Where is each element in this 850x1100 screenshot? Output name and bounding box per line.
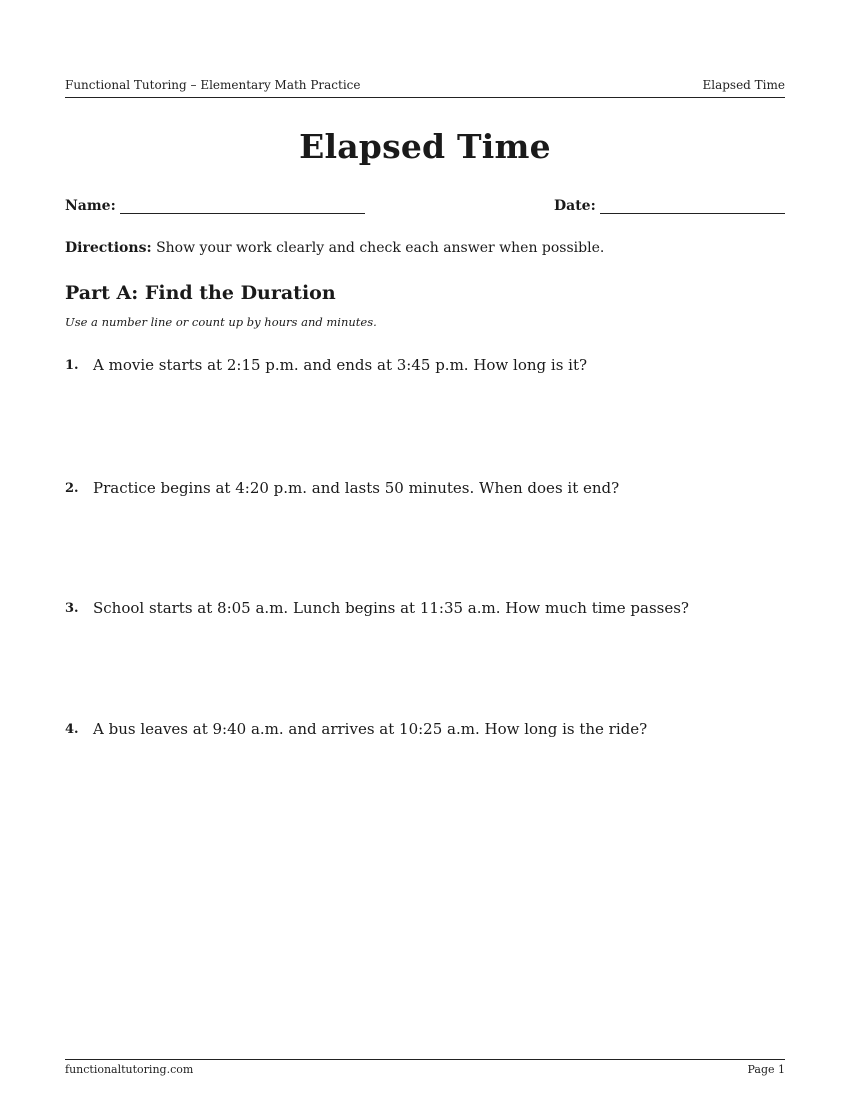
header-left-text: Functional Tutoring – Elementary Math Practice	[65, 78, 361, 92]
date-label: Date:	[554, 198, 596, 214]
name-blank-line[interactable]	[120, 213, 365, 214]
directions-label: Directions:	[65, 240, 152, 256]
directions	[65, 240, 604, 256]
page-footer	[65, 1059, 785, 1080]
question-text: School starts at 8:05 a.m. Lunch begins at 11:35 a.m. How much time passes?	[93, 599, 689, 617]
date-field[interactable]	[554, 198, 596, 214]
question-number: 2.	[65, 481, 79, 496]
directions-text: Show your work clearly and check each answer when possible.	[156, 240, 605, 256]
name-label: Name:	[65, 198, 116, 214]
section-title: Part A: Find the Duration	[65, 282, 336, 304]
question-text: A movie starts at 2:15 p.m. and ends at 3:45 p.m. How long is it?	[93, 356, 588, 374]
question-text: A bus leaves at 9:40 a.m. and arrives at 10:25 a.m. How long is the ride?	[93, 720, 648, 738]
header-right-text: Elapsed Time	[702, 78, 785, 92]
section-note: Use a number line or count up by hours and minutes.	[65, 315, 377, 329]
question-number: 3.	[65, 601, 79, 616]
name-field[interactable]	[65, 198, 116, 214]
question-number: 4.	[65, 722, 79, 737]
footer-left-text: functionaltutoring.com	[65, 1063, 194, 1076]
question-text: Practice begins at 4:20 p.m. and lasts 50 minutes. When does it end?	[93, 479, 620, 497]
question-number: 1.	[65, 358, 79, 373]
page-title: Elapsed Time	[299, 127, 551, 166]
footer-page-number: Page 1	[747, 1063, 785, 1076]
date-blank-line[interactable]	[600, 213, 785, 214]
page-header	[65, 77, 785, 98]
